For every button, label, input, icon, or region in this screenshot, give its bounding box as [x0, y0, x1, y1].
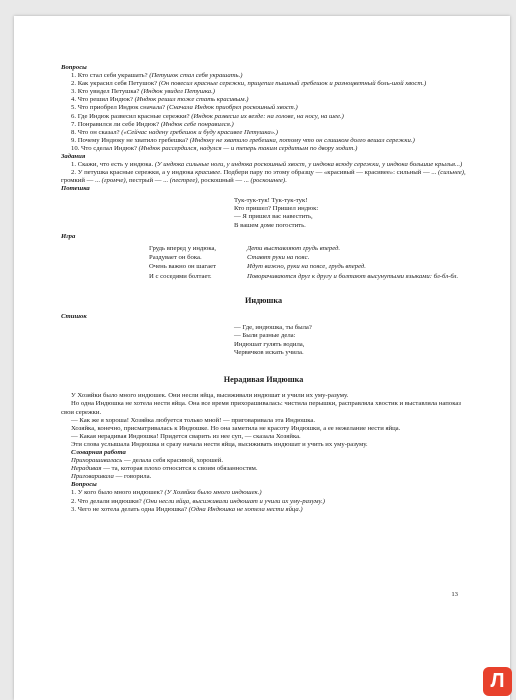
question-4: 4. Что решил Индюк? (Индюк решил тоже стать красивым.)	[71, 96, 249, 104]
vocab-item: Прихорашивалась — делала себя красивой, хорошей.	[71, 457, 224, 465]
section-header-game: Игра	[61, 233, 76, 241]
game-table	[149, 245, 466, 280]
page-content	[61, 64, 466, 514]
story-paragraph: Хозяйка, конечно, присматривалась к Индюшке. Но она заметила не красоту Индюшки, а ее нежелание нести яйца.	[71, 424, 401, 432]
vocab-item: Нерадивая — та, которая плохо относится к своим обязанностям.	[71, 465, 258, 473]
poem-line: Кто пришел? Пришел индюк:	[234, 204, 319, 212]
question-8: 8. Что он сказал? («Сейчас надену гребешок и буду красивее Петушка».)	[71, 128, 278, 136]
game-text: Грудь вперед у индюка,	[149, 245, 217, 253]
question-2: 2. Что делали индюшки? (Они несли яйца, высиживали индюшат и учили их уму-разуму.)	[71, 497, 325, 505]
section-header-questions: Вопросы	[61, 64, 87, 71]
game-text: Раздувает он бока.	[149, 254, 202, 262]
game-text: Очень важно он шагает	[149, 263, 217, 271]
question-1: 1. Кто стал себя украшать? (Петушок стал себя украшать.)	[71, 72, 243, 80]
question-2: 2. Как украсил себя Петушок? (Он повесил красные сережки, прицепил пышный гребешок и разноцветный боль-шой хвост.)	[71, 80, 427, 88]
question-3: 3. Чего не хотела делать одна Индюшка? (Одна Индюшка не хотела нести яйца.)	[71, 505, 303, 513]
question-9: 9. Почему Индюку не хватило гребешка? (Индюку не хватило гребешка, потому что он слишком долго вешал сережки.)	[71, 136, 415, 144]
poem-line: — Были разные дела:	[234, 332, 296, 340]
section-header-questions-2: Вопросы	[71, 481, 97, 489]
game-action: Поворачиваются друг к другу и болтают высунутыми языками: бл-бл-бл.	[247, 272, 459, 280]
poem-line: Червячков искать учила.	[234, 348, 304, 356]
title-indyushka: Индюшка	[244, 295, 283, 305]
game-text: И с соседями болтает.	[149, 272, 212, 280]
indyushka-poem	[234, 324, 466, 358]
section-header-vocab: Словарная работа	[71, 448, 126, 456]
book-page	[14, 16, 510, 700]
poem-line: Индюшат гулять водила,	[234, 340, 305, 348]
page-number: 13	[451, 591, 458, 598]
story-paragraph: — Какая нерадивая Индюшка! Придется сварить из нее суп, — сказала Хозяйка.	[71, 432, 301, 440]
poteshka-poem	[234, 197, 466, 231]
publisher-logo-icon[interactable]: Л	[483, 667, 512, 696]
game-action: Идут важно, руки на поясе, грудь вперед.	[247, 263, 366, 271]
task-2: 2. У петушка красные сережки, а у индюка красивее. Подбери пару по этому образцу — «красивый — красивее»: сильный — ... (сильнее), громкий — ... (громче), пестрый — ... (пестрее), роскошный — ... (роскошнее).	[61, 169, 466, 185]
game-action: Дети выставляют грудь вперед.	[247, 245, 341, 253]
question-6: 6. Где Индюк развесил красные сережки? (Индюк развесил их везде: на голове, на носу, на шее.)	[71, 112, 344, 120]
section-header-stishok: Стишок	[61, 312, 87, 320]
title-story: Нерадивая Индюшка	[223, 375, 304, 385]
section-header-tasks: Задания	[61, 153, 86, 161]
section-header-poteshka: Потешка	[61, 185, 90, 193]
story-paragraph: Эти слова услышала Индюшка и сразу начала нести яйца, высиживать индюшат и учить их уму-разуму.	[71, 440, 368, 448]
question-1: 1. У кого было много индюшек? (У Хозяйки было много индюшек.)	[71, 489, 262, 497]
game-action: Ставят руки на пояс.	[247, 254, 310, 262]
vocab-item: Приговаривала — говорила.	[71, 473, 152, 481]
question-10: 10. Что сделал Индюк? (Индюк рассердился, надулся — и теперь таким сердитым по двору ходит.)	[71, 144, 358, 152]
story-paragraph: — Как же я хороша! Хозяйка любуется только мной! — приговаривала эта Индюшка.	[71, 416, 316, 424]
poem-line: — Я пришел вас навестить,	[234, 213, 313, 221]
question-3: 3. Кто увидел Петушка? (Индюк увидел Петушка.)	[71, 88, 216, 96]
poem-line: В вашем доме погостить.	[234, 221, 306, 229]
task-1: 1. Скажи, что есть у индюка. (У индюка сильные ноги, у индюка роскошный хвост, у индюка всюду сережки, у индюка большие крылья...)	[71, 161, 463, 169]
question-5: 5. Что приобрел Индюк сначала? (Сначала Индюк приобрел роскошный хвост.)	[71, 104, 298, 112]
poem-line: Тук-тук-тук! Тук-тук-тук!	[234, 196, 308, 204]
story-paragraph: У Хозяйки было много индюшек. Они несли яйца, высиживали индюшат и учили их уму-разуму.	[71, 392, 349, 400]
poem-line: — Где, индюшка, ты была?	[234, 323, 312, 331]
question-7: 7. Понравился ли себе Индюк? (Индюк себе понравился.)	[71, 120, 234, 128]
story-paragraph: Но одна Индюшка не хотела нести яйца. Она все время прихорашивалась: чистила перышки, расправляла хвостик и выставляла напоказ свои сережки.	[61, 400, 461, 416]
